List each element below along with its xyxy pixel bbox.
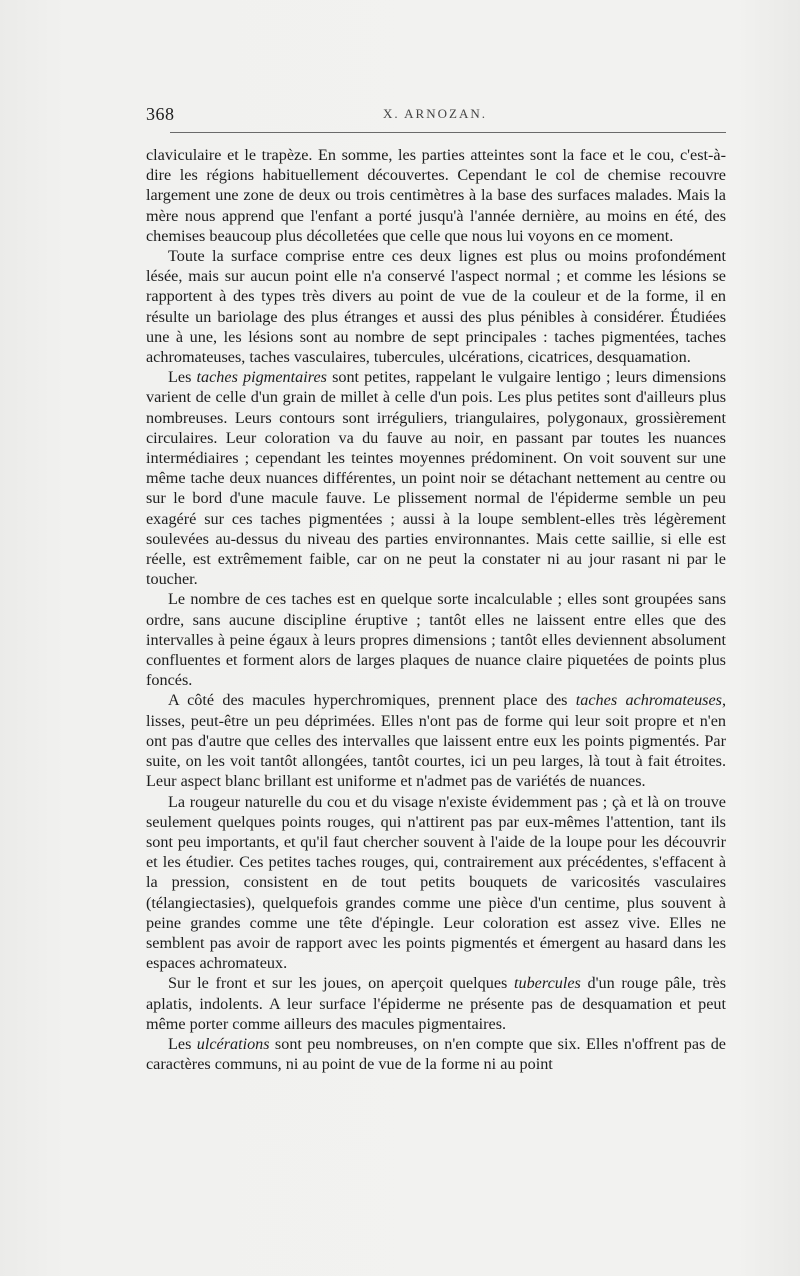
italic-term: ulcérations xyxy=(196,1034,270,1053)
text-run: A côté des macules hyperchromiques, prennent place des xyxy=(168,691,576,710)
paragraph xyxy=(146,1034,726,1074)
paragraph xyxy=(146,792,726,974)
paragraph xyxy=(146,145,726,246)
running-head: X. ARNOZAN. xyxy=(383,106,487,121)
header-rule xyxy=(170,132,726,133)
body-text xyxy=(146,145,726,1074)
text-run: sont peu nombreuses, on n'en compte que six. Elles n'offrent pas de caractères communs, ni au point de vue de la forme ni au point xyxy=(146,1034,726,1074)
paragraph xyxy=(146,589,726,690)
paragraph xyxy=(146,690,726,791)
paragraph xyxy=(146,367,726,589)
italic-term: taches achromateuses xyxy=(575,691,722,710)
paragraph xyxy=(146,246,726,367)
text-run: Le nombre de ces taches est en quelque sorte incalculable ; elles sont groupées sans ordre, sans aucune discipline éruptive ; tantôt elles ne laissent entre elles que des intervalles à peine égaux à leurs propres dimensions ; tantôt elles deviennent absolument confluentes et forment alors de larges plaques de nuance claire piquetées de points plus foncés. xyxy=(146,590,726,690)
text-run: claviculaire et le trapèze. En somme, les parties atteintes sont la face et le cou, c'est-à-dire les régions habituellement découvertes. Cependant le col de chemise recouvre largement une zone de deux ou trois centimètres à la base des surfaces malades. Mais la mère nous apprend que l'enfant a porté jusqu'à l'année dernière, au moins en été, des chemises beaucoup plus décolletées que celle que nous lui voyons en ce moment. xyxy=(146,146,726,245)
paragraph xyxy=(146,973,726,1034)
page-header xyxy=(146,104,724,128)
text-run: Toute la surface comprise entre ces deux lignes est plus ou moins profondément lésée, mais sur aucun point elle n'a conservé l'aspect normal ; et comme les lésions se rapportent à des types très divers au point de vue de la couleur et de la forme, il en résulte un bariolage des plus étranges et aussi des plus pénibles à considérer. Étudiées une à une, les lésions sont au nombre de sept principales : taches pigmentées, taches achromateuses, taches vasculaires, tubercules, ulcérations, cicatrices, desquamation. xyxy=(146,247,726,367)
italic-term: tubercules xyxy=(514,974,581,993)
italic-term: taches pigmentaires xyxy=(196,368,327,387)
text-run: La rougeur naturelle du cou et du visage n'existe évidemment pas ; çà et là on trouve seulement quelques points rouges, qui n'attirent pas par eux-mêmes l'attention, tant ils sont peu importants, et qu'il faut chercher souvent à l'aide de la loupe pour les découvrir et les étudier. Ces petites taches rouges, qui, contrairement aux précédentes, s'effacent à la pression, consistent en de tout petits bouquets de varicosités vasculaires (télangiectasies), quelquefois grandes comme une pièce d'un centime, plus souvent à peine grandes comme une tête d'épingle. Leur coloration est assez vive. Elles ne semblent pas avoir de rapport avec les points pigmentés et émergent au hasard dans les espaces achromateux. xyxy=(146,792,726,973)
text-run: , lisses, peut-être un peu déprimées. Elles n'ont pas de forme qui leur soit propre et n'en ont pas d'autre que celles des intervalles que laissent entre eux les points pigmentés. Par suite, on les voit tantôt allongées, tantôt courtes, ici un peu larges, là tout à fait étroites. Leur aspect blanc brillant est uniforme et n'admet pas de variétés de nuances. xyxy=(146,691,726,791)
text-run: Les xyxy=(168,1034,197,1053)
page-number: 368 xyxy=(146,104,175,124)
text-run: sont petites, rappelant le vulgaire lentigo ; leurs dimensions varient de celle d'un grain de millet à celle d'un pois. Les plus petites sont d'ailleurs plus nombreuses. Leurs contours sont irréguliers, triangulaires, polygonaux, grossièrement circulaires. Leur coloration va du fauve au noir, en passant par toutes les nuances intermédiaires ; cependant les teintes moyennes prédominent. On voit souvent sur une même tache deux nuances différentes, un point noir se détachant nettement au centre ou sur le bord d'une macule fauve. Le plissement normal de l'épiderme semble un peu exagéré sur ces taches pigmentées ; aussi à la loupe semblent-elles très légèrement soulevées au-dessus du niveau des parties environnantes. Mais cette saillie, si elle est réelle, est extrêmement faible, car on ne peut la constater ni au jour rasant ni par le toucher. xyxy=(146,368,727,589)
text-run: d'un rouge pâle, très aplatis, indolents. A leur surface l'épiderme ne présente pas de desquamation et peut même porter comme ailleurs des macules pigmentaires. xyxy=(146,974,727,1033)
text-run: Les xyxy=(168,368,197,387)
text-run: Sur le front et sur les joues, on aperçoit quelques xyxy=(168,974,514,993)
